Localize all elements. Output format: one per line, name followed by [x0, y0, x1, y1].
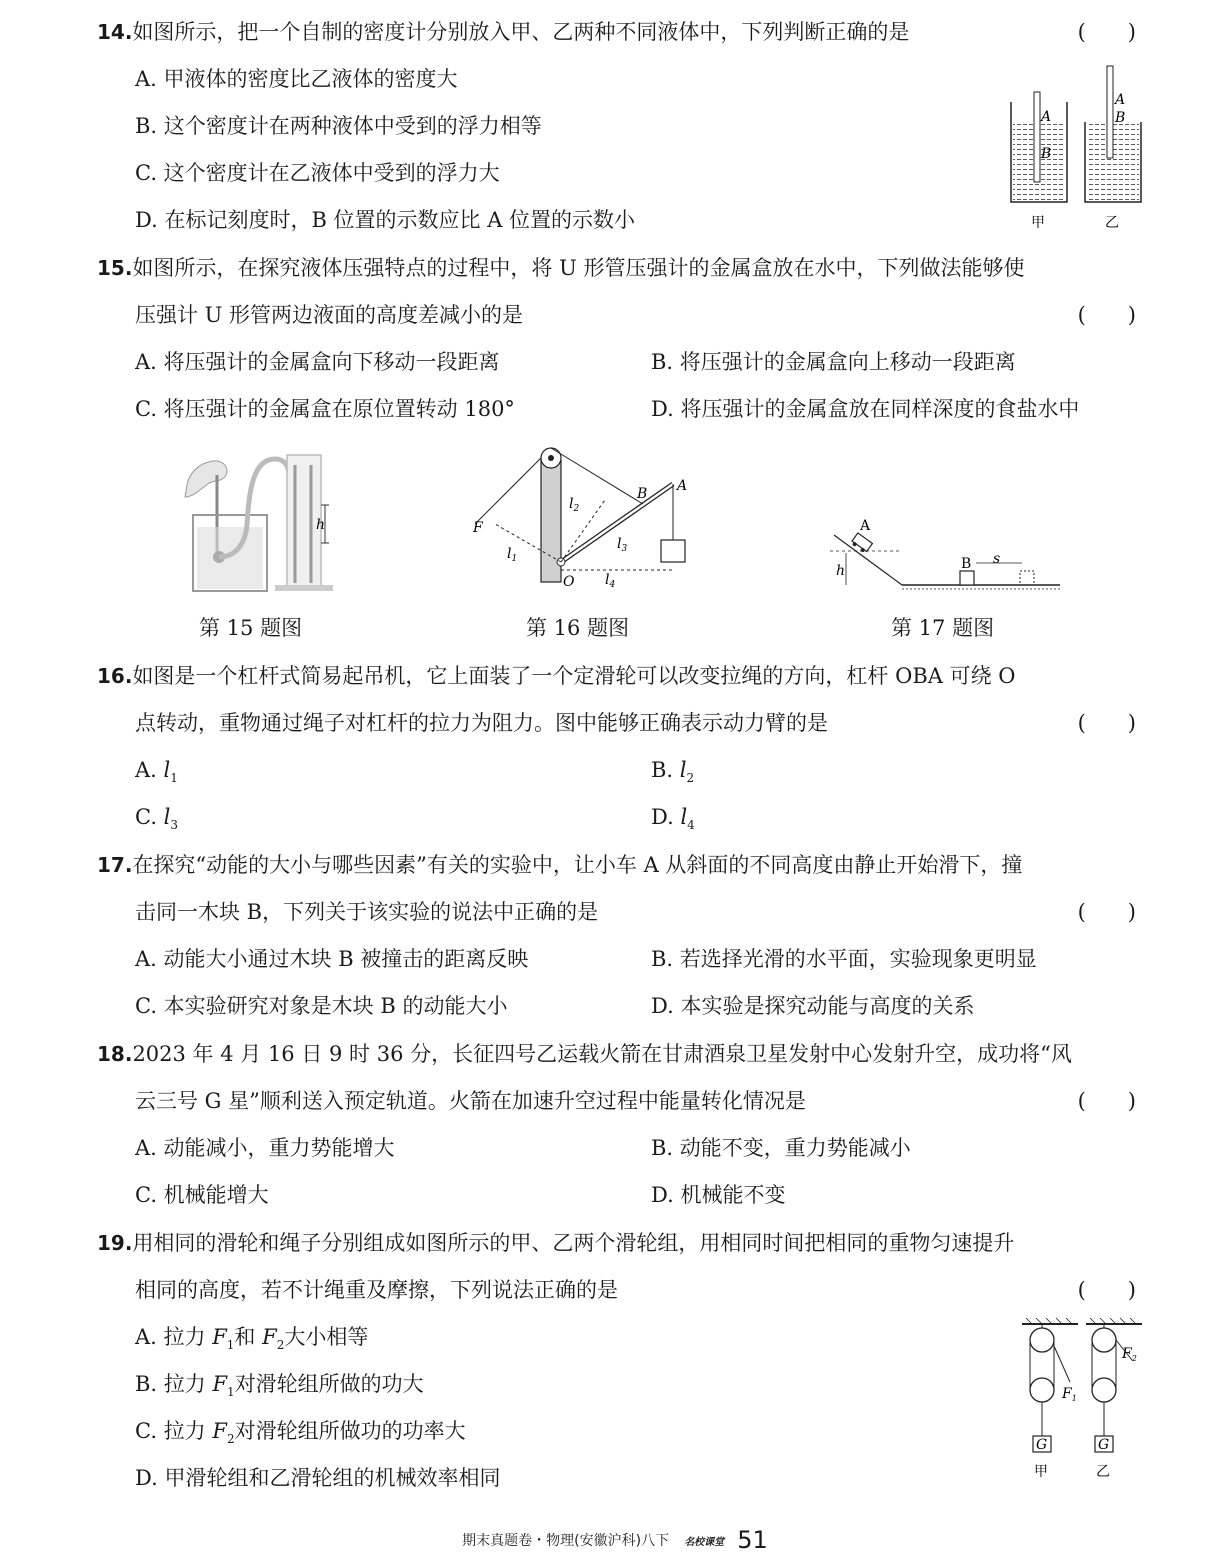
option-text: 对滑轮组所做的功大 [234, 1372, 424, 1396]
option-text: 和 [234, 1325, 263, 1349]
answer-bracket: ( ) [1077, 303, 1136, 327]
caption-17: 第 17 题图 [891, 616, 995, 640]
option-c: C. 本实验研究对象是木块 B 的动能大小 [135, 994, 508, 1018]
label-s: s [993, 551, 1001, 567]
option-var: F [212, 1372, 228, 1396]
option-sub: 1 [170, 771, 178, 786]
stem-text: 2023 年 4 月 16 日 9 时 36 分，长征四号乙运载火箭在甘肃酒泉卫星发射中心发射升空，成功将“风 [132, 1042, 1072, 1066]
question-15-stem-cont: 压强计 U 形管两边液面的高度差减小的是 [135, 303, 524, 327]
label-f: F [473, 520, 483, 536]
label-yi: 乙 [1105, 215, 1119, 231]
question-number: 14. [97, 20, 133, 44]
stem-text: 如图所示，在探究液体压强特点的过程中，将 U 形管压强计的金属盒放在水中，下列做法能够使 [132, 256, 1025, 280]
answer-bracket: ( ) [1077, 1089, 1136, 1113]
option-var: F [212, 1419, 227, 1443]
caption-16: 第 16 题图 [526, 616, 630, 640]
question-19-stem [97, 1229, 1014, 1257]
question-18-stem-cont: 云三号 G 星”顺利送入预定轨道。火箭在加速升空过程中能量转化情况是 [135, 1089, 806, 1113]
option-b [651, 756, 694, 792]
label-f2: $F_2$ [1122, 1346, 1137, 1363]
option-sub: 1 [227, 1385, 235, 1400]
option-a: A. 动能减小，重力势能增大 [135, 1136, 395, 1160]
option-c: C. 这个密度计在乙液体中受到的浮力大 [135, 161, 500, 185]
answer-bracket: ( ) [1077, 1278, 1136, 1302]
option-b: B. 动能不变，重力势能减小 [651, 1136, 911, 1160]
page-number: 51 [737, 1526, 768, 1554]
label-b: B [961, 556, 972, 572]
question-18-stem [97, 1040, 1072, 1068]
option-prefix: D. [651, 805, 681, 829]
option-d: D. 本实验是探究动能与高度的关系 [651, 994, 975, 1018]
question-number: 17. [97, 853, 133, 877]
label-l3: $l_3$ [617, 536, 628, 554]
stem-text: 如图所示，把一个自制的密度计分别放入甲、乙两种不同液体中，下列判断正确的是 [132, 20, 910, 44]
option-a: A. 将压强计的金属盒向下移动一段距离 [135, 350, 500, 374]
label-g: G [1036, 1437, 1048, 1453]
option-prefix: A. [135, 758, 164, 782]
caption-15: 第 15 题图 [199, 616, 303, 640]
stem-text: 用相同的滑轮和绳子分别组成如图所示的甲、乙两个滑轮组，用相同时间把相同的重物匀速提升 [132, 1231, 1015, 1255]
answer-bracket: ( ) [1077, 900, 1136, 924]
label-yi: 乙 [1096, 1464, 1110, 1480]
label-jia: 甲 [1031, 215, 1045, 231]
stem-text: 在探究“动能的大小与哪些因素”有关的实验中，让小车 A 从斜面的不同高度由静止开始滑下，撞 [132, 853, 1023, 877]
option-a [135, 1323, 368, 1359]
option-sub: 2 [686, 771, 695, 786]
option-a: A. 甲液体的密度比乙液体的密度大 [135, 67, 458, 91]
option-sub: 1 [226, 1338, 235, 1353]
label-a: A [1041, 109, 1052, 125]
question-number: 19. [97, 1231, 133, 1255]
option-prefix: C. [135, 805, 164, 829]
label-l1: $l_1$ [507, 546, 518, 564]
question-16-stem-cont: 点转动，重物通过绳子对杠杆的拉力为阻力。图中能够正确表示动力臂的是 [135, 711, 828, 735]
label-f1: $F_1$ [1062, 1386, 1077, 1403]
option-prefix: B. [651, 758, 680, 782]
option-d: D. 机械能不变 [651, 1183, 786, 1207]
option-d [651, 803, 695, 839]
question-15-stem [97, 254, 1024, 282]
question-17-stem [97, 851, 1022, 879]
option-c: C. 机械能增大 [135, 1183, 269, 1207]
option-var: l [680, 805, 688, 829]
pulley-figure [1018, 1316, 1148, 1486]
label-h: h [316, 517, 326, 533]
option-var: F [262, 1325, 277, 1349]
option-var: l [163, 805, 171, 829]
option-var: F [212, 1325, 227, 1349]
hydrometer-figure [1005, 62, 1155, 234]
label-b: B [1041, 146, 1052, 162]
option-text: C. 拉力 [135, 1419, 213, 1443]
option-text: 大小相等 [284, 1325, 369, 1349]
page-footer [0, 1526, 1230, 1554]
question-14-stem [97, 18, 909, 46]
label-a: A [1115, 92, 1126, 108]
brand-logo: 名校课堂 [684, 1536, 725, 1548]
question-16-stem [97, 662, 1016, 690]
question-number: 16. [97, 664, 133, 688]
option-b: B. 若选择光滑的水平面，实验现象更明显 [651, 947, 1037, 971]
label-a: A [860, 518, 871, 534]
label-g: G [1098, 1437, 1110, 1453]
option-sub: 2 [276, 1338, 285, 1353]
manometer-figure [175, 445, 335, 595]
label-b: B [1115, 110, 1126, 126]
label-jia: 甲 [1034, 1464, 1048, 1480]
option-c: C. 将压强计的金属盒在原位置转动 180° [135, 397, 515, 421]
option-c [135, 803, 178, 839]
option-d: D. 甲滑轮组和乙滑轮组的机械效率相同 [135, 1466, 501, 1490]
option-var: l [163, 758, 171, 782]
label-h: h [836, 563, 846, 579]
option-var: l [679, 758, 687, 782]
footer-text: 期末真题卷・物理(安徽沪科)八下 [462, 1533, 670, 1549]
option-b: B. 将压强计的金属盒向上移动一段距离 [651, 350, 1016, 374]
option-a: A. 动能大小通过木块 B 被撞击的距离反映 [135, 947, 529, 971]
lever-crane-figure [465, 440, 705, 595]
option-sub: 3 [170, 818, 179, 833]
option-d: D. 将压强计的金属盒放在同样深度的食盐水中 [651, 397, 1080, 421]
question-number: 15. [97, 256, 133, 280]
answer-bracket: ( ) [1077, 20, 1136, 44]
option-b: B. 这个密度计在两种液体中受到的浮力相等 [135, 114, 542, 138]
label-l2: $l_2$ [569, 496, 580, 514]
option-sub: 2 [226, 1432, 235, 1447]
label-o: O [563, 574, 575, 590]
option-a [135, 756, 178, 792]
option-text: B. 拉力 [135, 1372, 213, 1396]
option-b [135, 1370, 424, 1406]
option-text: A. 拉力 [135, 1325, 213, 1349]
question-number: 18. [97, 1042, 133, 1066]
option-sub: 4 [687, 818, 695, 833]
incline-figure [830, 505, 1070, 595]
option-c [135, 1417, 466, 1453]
label-a: A [677, 478, 688, 494]
option-text: 对滑轮组所做功的功率大 [234, 1419, 466, 1443]
label-b: B [637, 486, 648, 502]
question-17-stem-cont: 击同一木块 B，下列关于该实验的说法中正确的是 [135, 900, 599, 924]
label-l4: $l_4$ [605, 572, 616, 590]
stem-text: 如图是一个杠杆式简易起吊机，它上面装了一个定滑轮可以改变拉绳的方向，杠杆 OBA 可绕 O [132, 664, 1016, 688]
question-19-stem-cont: 相同的高度，若不计绳重及摩擦，下列说法正确的是 [135, 1278, 618, 1302]
option-d: D. 在标记刻度时，B 位置的示数应比 A 位置的示数小 [135, 208, 636, 232]
answer-bracket: ( ) [1077, 711, 1136, 735]
